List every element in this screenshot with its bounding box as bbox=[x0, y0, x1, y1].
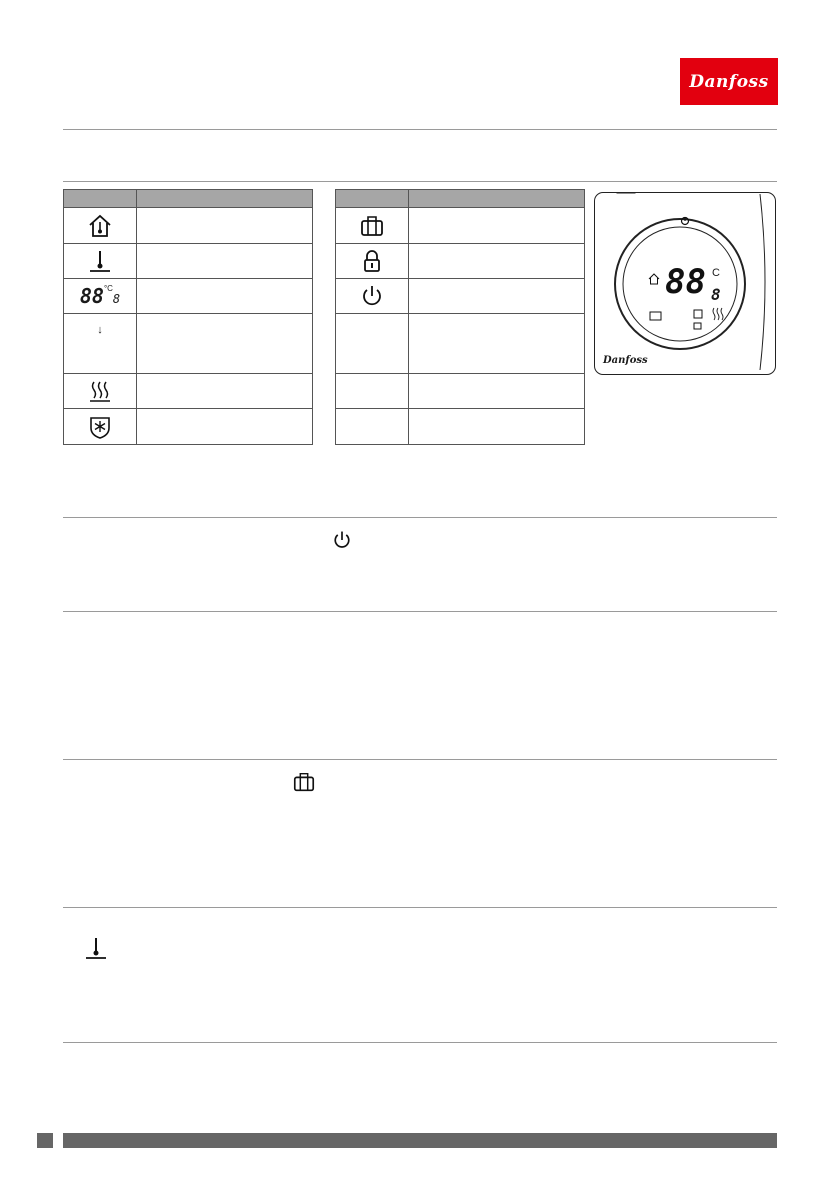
power-icon bbox=[331, 529, 353, 556]
device-brand: Danfoss bbox=[603, 355, 648, 366]
page-number-box bbox=[37, 1133, 53, 1148]
divider bbox=[63, 181, 777, 182]
section-divider bbox=[63, 517, 777, 518]
section-divider bbox=[63, 611, 777, 612]
arrow-down-icon: ↓ bbox=[64, 314, 137, 374]
floor-temperature-icon bbox=[83, 935, 109, 966]
symbol-table-left bbox=[63, 189, 313, 445]
thermostat-illustration bbox=[594, 192, 776, 375]
digit-display-icon: $88^{^\circ C}8$ bbox=[64, 279, 137, 314]
divider bbox=[63, 129, 777, 130]
symbol-table-right bbox=[335, 189, 585, 445]
away-case-icon bbox=[336, 208, 409, 244]
footer-bar bbox=[63, 1133, 777, 1148]
section-divider bbox=[63, 1042, 777, 1043]
device-display-digits: 88 bbox=[665, 262, 706, 302]
device-small-digit: 8 bbox=[711, 285, 721, 304]
logo-text: Danfoss bbox=[689, 71, 769, 92]
device-unit: C bbox=[712, 267, 720, 279]
frost-protection-icon bbox=[64, 409, 137, 445]
away-case-icon bbox=[292, 770, 316, 799]
home-thermometer-icon bbox=[64, 208, 137, 244]
section-divider bbox=[63, 759, 777, 760]
floor-temperature-icon bbox=[64, 244, 137, 279]
lock-icon bbox=[336, 244, 409, 279]
section-divider bbox=[63, 907, 777, 908]
power-icon bbox=[336, 279, 409, 314]
danfoss-logo bbox=[680, 58, 778, 105]
heating-icon bbox=[64, 374, 137, 409]
